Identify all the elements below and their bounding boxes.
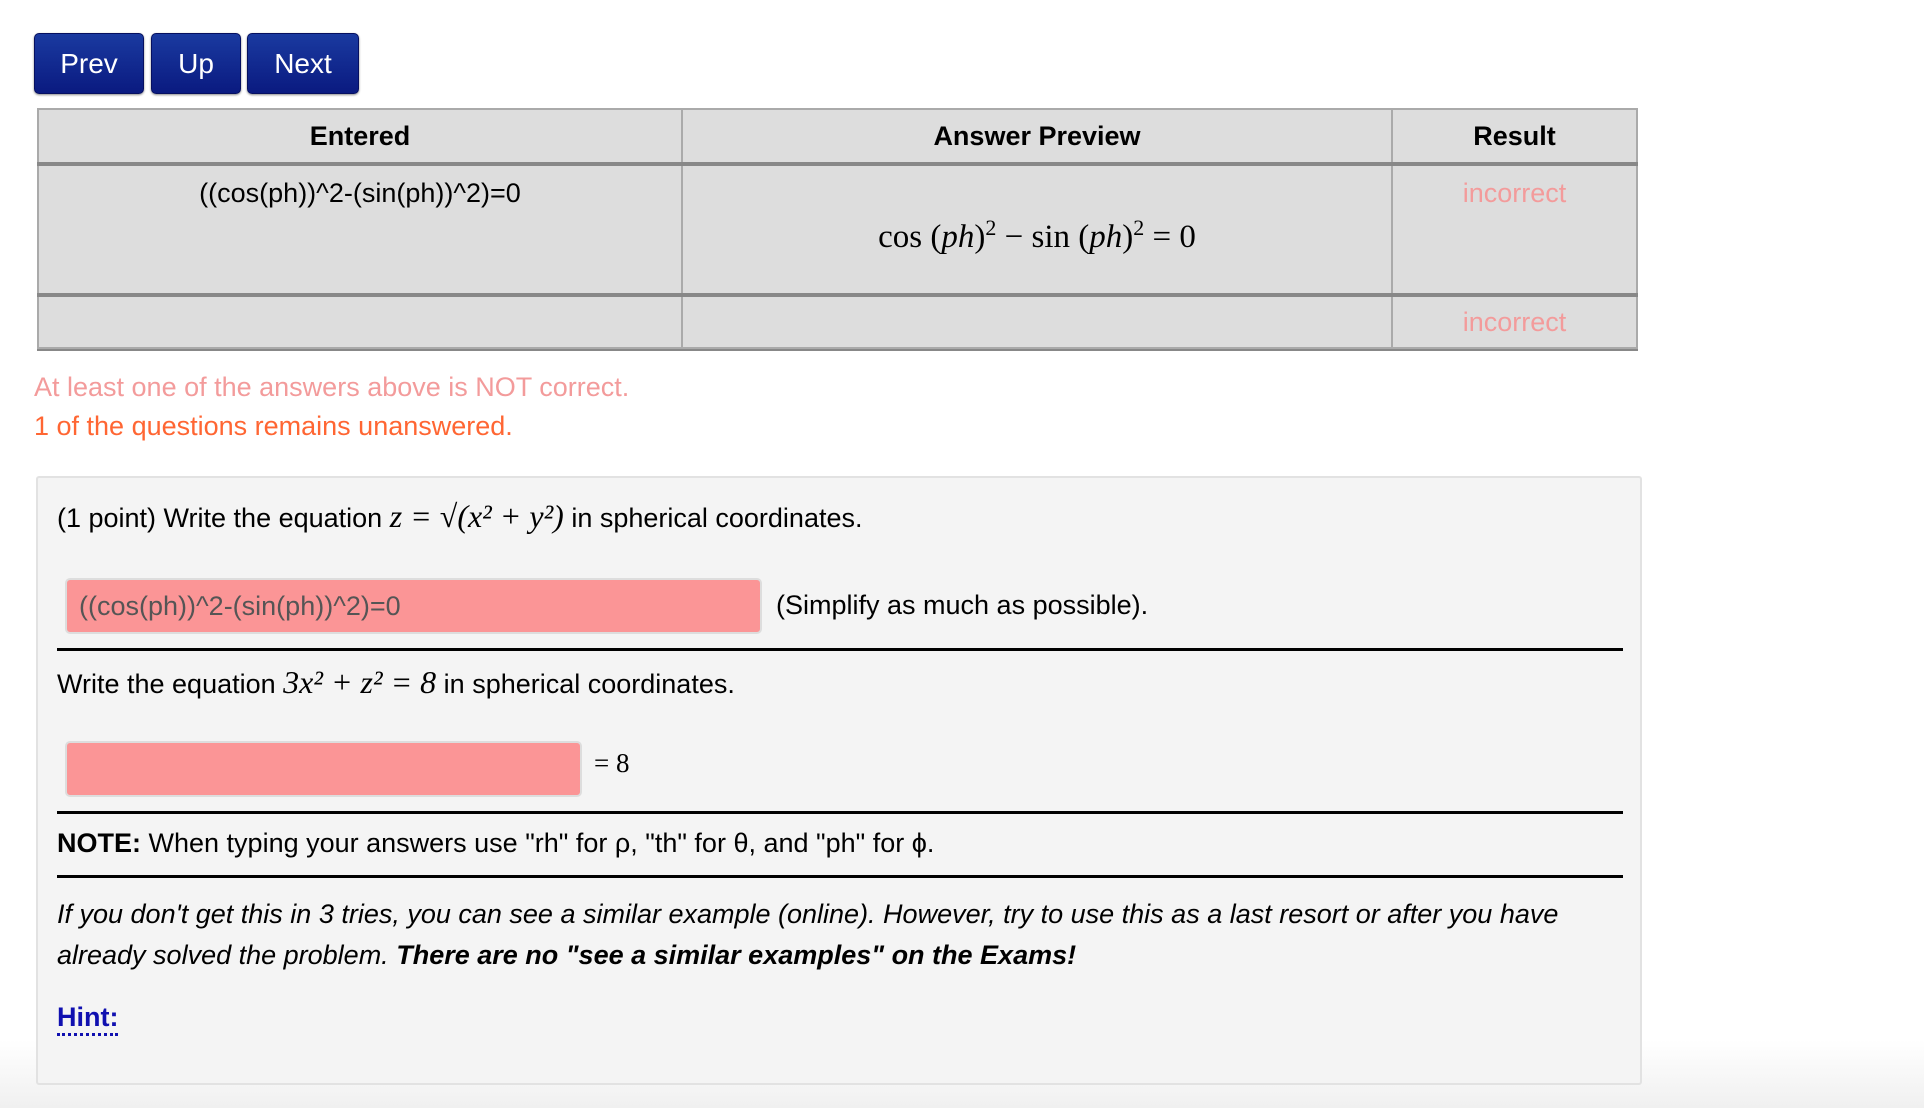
similar-example-tip bbox=[57, 894, 1637, 976]
note-text: When typing your answers use "rh" for ρ, "th" for θ, and "ph" for ϕ. bbox=[148, 828, 935, 858]
preview-cell bbox=[682, 164, 1392, 295]
question-1 bbox=[57, 498, 862, 535]
entered-cell: ((cos(ph))^2-(sin(ph))^2)=0 bbox=[38, 164, 682, 295]
not-correct-message: At least one of the answers above is NOT correct. bbox=[34, 372, 630, 402]
divider bbox=[57, 648, 1623, 651]
result-cell: incorrect bbox=[1392, 295, 1637, 348]
answer-2-input[interactable] bbox=[65, 741, 582, 797]
header-result: Result bbox=[1392, 109, 1637, 164]
table-row bbox=[38, 295, 1637, 348]
q2-prefix: Write the equation bbox=[57, 669, 284, 699]
table-row bbox=[38, 164, 1637, 295]
answer-1-input[interactable]: ((cos(ph))^2-(sin(ph))^2)=0 bbox=[65, 578, 762, 634]
tip-text: If you don't get this in 3 tries, you can see a similar example (online). However, try to use this as a last resort or after you have already solved the problem. bbox=[57, 899, 1559, 970]
prev-button[interactable]: Prev bbox=[34, 33, 144, 94]
next-button[interactable]: Next bbox=[247, 33, 359, 94]
note bbox=[57, 828, 934, 859]
q1-prefix: (1 point) Write the equation bbox=[57, 503, 390, 533]
entered-cell bbox=[38, 295, 682, 348]
hint-link[interactable]: Hint: bbox=[57, 1002, 118, 1036]
simplify-note: (Simplify as much as possible). bbox=[776, 590, 1149, 620]
header-answer-preview: Answer Preview bbox=[682, 109, 1392, 164]
results-table bbox=[37, 108, 1638, 349]
problem-box bbox=[36, 476, 1642, 1085]
q1-suffix: in spherical coordinates. bbox=[563, 503, 863, 533]
answer-2-suffix: = 8 bbox=[594, 748, 630, 778]
up-button[interactable]: Up bbox=[151, 33, 241, 94]
question-2 bbox=[57, 664, 735, 701]
q2-math: 3x² + z² = 8 bbox=[283, 664, 437, 700]
q1-math: z = √(x² + y²) bbox=[389, 498, 564, 534]
divider bbox=[57, 875, 1623, 878]
result-cell: incorrect bbox=[1392, 164, 1637, 295]
header-entered: Entered bbox=[38, 109, 682, 164]
divider bbox=[57, 811, 1623, 814]
note-label: NOTE: bbox=[57, 828, 141, 858]
preview-cell bbox=[682, 295, 1392, 348]
unanswered-message: 1 of the questions remains unanswered. bbox=[34, 411, 513, 441]
q2-suffix: in spherical coordinates. bbox=[436, 669, 735, 699]
answer-preview-math: cos (ph)$^2$ − sin (ph)$^2$ = 0 bbox=[878, 214, 1196, 255]
tip-bold: There are no "see a similar examples" on the Exams! bbox=[396, 940, 1077, 970]
